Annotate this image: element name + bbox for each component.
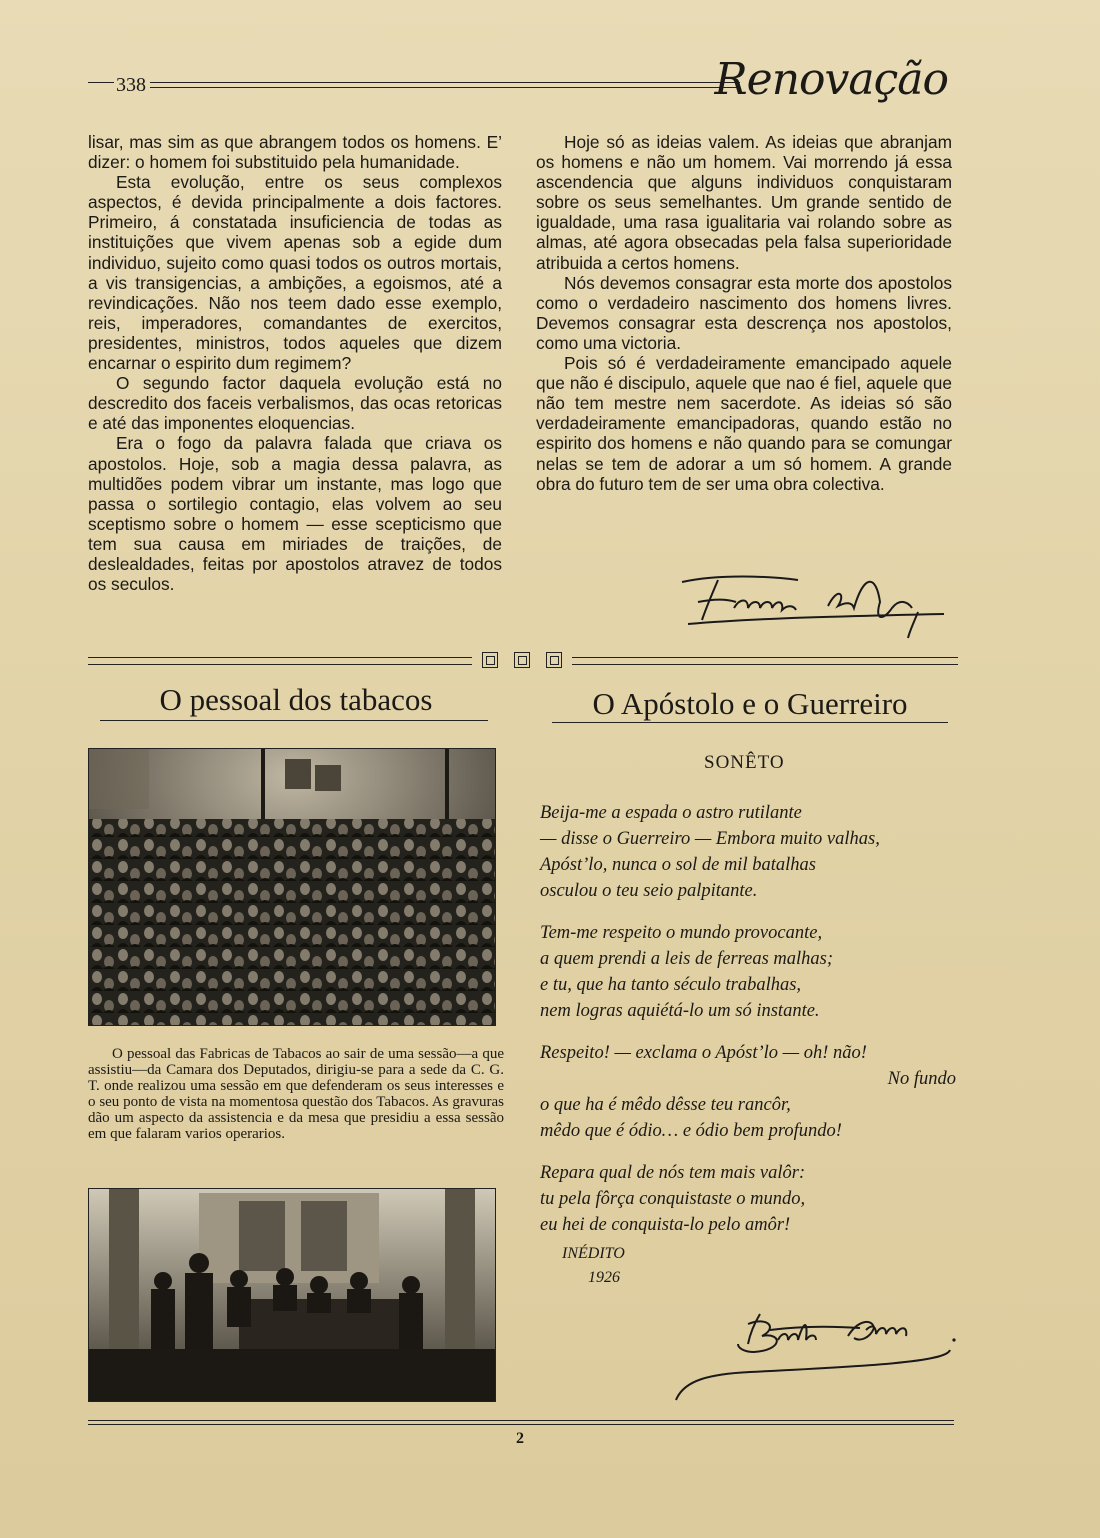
paragraph: O segundo factor daquela evolução está no descredito dos faceis verbalismos, das ocas retoricas e até das imponentes eloquencias. <box>88 373 502 434</box>
poem-line: eu hei de conquista-lo pelo amôr! <box>540 1215 791 1235</box>
poem-line: osculou o teu seio palpitante. <box>540 881 758 901</box>
poem-line: mêdo que é ódio… e ódio bem profundo! <box>540 1121 842 1141</box>
ornament-icon <box>482 652 498 668</box>
inedito-label: INÉDITO <box>562 1245 625 1262</box>
poem-note <box>562 1242 625 1290</box>
folio-number: 2 <box>516 1430 524 1447</box>
paragraph: lisar, mas sim as que abrangem todos os homens. E’ dizer: o homem foi substituido pela humanidade. <box>88 132 502 173</box>
section-separator <box>88 652 958 672</box>
header-rule-left <box>88 82 114 83</box>
header-rule-double <box>150 87 740 88</box>
magazine-logo: Renovação <box>714 54 948 105</box>
poem-line: tu pela fôrça conquistaste o mundo, <box>540 1189 806 1209</box>
poem-line: nem logras aquiétá-lo um só instante. <box>540 1001 820 1021</box>
poem-line: No fundo <box>887 1069 956 1089</box>
meeting-table-photo-image <box>89 1189 495 1401</box>
page-header <box>88 54 948 105</box>
caption-text: O pessoal das Fabricas de Tabacos ao sair de uma sessão—a que assistiu—da Camara dos Deputados, dirigiu-se para a sede da C. G. T. onde realizou uma sessão em que defenderam os seus interesses e o seu ponto de vista na momentosa questão dos Tabacos. As gravuras dão um aspecto da assistencia e da mesa que presidiu a essa sessão em que falaram varios operarios. <box>88 1046 504 1142</box>
poem-line: — disse o Guerreiro — Embora muito valhas, <box>540 829 880 849</box>
poem-line: Apóst’lo, nunca o sol de mil batalhas <box>540 855 816 875</box>
ornament-icon <box>546 652 562 668</box>
poem-line: Respeito! — exclama o Apóst’lo — oh! não! <box>540 1043 867 1063</box>
header-rule <box>150 82 740 83</box>
poem-line: Beija-me a espada o astro rutilante <box>540 803 802 823</box>
paragraph: Pois só é verdadeiramente emancipado aquele que não é discipulo, aquele que nao é fiel, aquele que não tem mestre nem sacerdote. As ideias só são verdadeiramente emancipadoras, quando estão no espirito dos homens e não quando para se comungar nelas se tem de adorar a um só homem. A grande obra do futuro tem de ser uma obra colectiva. <box>536 353 952 494</box>
signature-bento-faria <box>670 1300 960 1410</box>
poem-year: 1926 <box>588 1269 620 1286</box>
poem-line: Repara qual de nós tem mais valôr: <box>540 1163 806 1183</box>
right-column <box>536 132 952 494</box>
paragraph: Nós devemos consagrar esta morte dos apostolos como o verdadeiro nascimento dos homens livres. Devemos consagrar esta descrença nos apostolos, como uma victoria. <box>536 272 952 353</box>
photo-caption <box>88 1046 504 1142</box>
footer-rule-double <box>88 1424 954 1425</box>
article-title-apostolo: O Apóstolo e o Guerreiro <box>592 686 908 721</box>
separator-rule-right <box>572 657 958 665</box>
paragraph: Hoje só as ideias valem. As ideias que abranjam os homens e não um homem. Vai morrendo já essa ascendencia que alguns individuos conquistaram sobre os seus semelhantes. Um grande sentido de igualdade, uma rasa igualitaria vai rolando sobre as almas, até agora obsecadas pela falsa superioridade atribuida a certos homens. <box>536 132 952 273</box>
poem-subtitle: SONÊTO <box>704 752 785 773</box>
article-title-tabacos: O pessoal dos tabacos <box>159 682 433 717</box>
footer-rule <box>88 1420 954 1421</box>
ornament-icon <box>514 652 530 668</box>
presiding-table-photo <box>88 1188 496 1402</box>
poem-line: o que ha é mêdo dêsse teu rancôr, <box>540 1095 791 1115</box>
page-number: 338 <box>116 74 146 96</box>
crowd-photo-image <box>89 749 495 1025</box>
assembly-photo <box>88 748 496 1026</box>
poem-line: a quem prendi a leis de ferreas malhas; <box>540 949 834 969</box>
signature-ferreira-de-castro <box>678 572 958 642</box>
title-underline <box>552 722 948 723</box>
title-underline <box>100 720 488 721</box>
paragraph: Esta evolução, entre os seus complexos aspectos, é devida principalmente a dois factores. Primeiro, á constatada insuficiencia de todas as instituições que vivem apenas sob a egide dum individuo, sujeito como quasi todos os outros mortais, a vis transigencias, a ambições, a egoismos, até a revindicações. Não nos teem dado esse exemplo, reis, imperadores, comandantes de exercitos, presidentes, ministros, todos aqueles que dizem encarnar o espirito dum regimem? <box>88 172 502 374</box>
poem-line: Tem-me respeito o mundo provocante, <box>540 923 823 943</box>
poem-line: e tu, que ha tanto século trabalhas, <box>540 975 802 995</box>
paragraph: Era o fogo da palavra falada que criava os apostolos. Hoje, sob a magia dessa palavra, as multidões podem vibrar um instante, mas logo que passa o sortilegio contagio, elas volvem ao seu sceptismo sobre o homem — esse scepticismo que tem sua causa em miriades de traições, de deslealdades, feitas por apostolos atravez de todos os seculos. <box>88 433 502 595</box>
separator-rule-left <box>88 657 472 665</box>
left-column <box>88 132 502 594</box>
sonnet <box>540 800 960 1238</box>
